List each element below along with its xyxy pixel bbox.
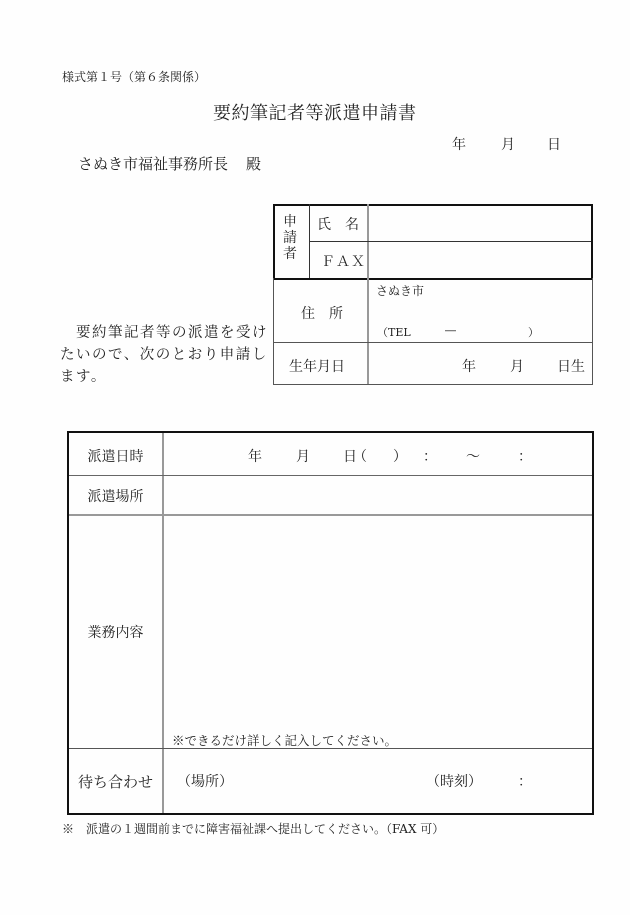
label-char: 請 [283, 230, 297, 246]
divider [367, 204, 369, 385]
tel-open: （TEL [377, 326, 411, 339]
meeting-place-label: （場所） [177, 774, 233, 790]
applicant-group-label [283, 214, 297, 262]
addressee-honorific: 殿 [246, 155, 262, 173]
content-input[interactable] [165, 517, 590, 727]
addressee-name: さぬき市福祉事務所長 [78, 155, 229, 173]
row-label-place: 派遣場所 [87, 489, 144, 505]
divider [69, 475, 592, 476]
fax-input[interactable] [371, 244, 587, 276]
intro-text: 要約筆記者等の派遣を受けたいので、次のとおり申請します。 [60, 325, 268, 385]
divider [69, 514, 592, 516]
dt-weekday: （ ） [353, 449, 413, 465]
meeting-time-label: （時刻） [426, 774, 482, 790]
addressee [78, 153, 261, 174]
applicant-table [273, 204, 593, 385]
divider [273, 342, 593, 343]
name-input[interactable] [371, 208, 587, 240]
divider [309, 241, 591, 242]
dispatch-table [67, 431, 594, 815]
date-year-label: 年 [452, 137, 466, 153]
place-input[interactable] [165, 477, 590, 513]
address-input[interactable] [371, 298, 589, 322]
dt-day: 日 [343, 449, 357, 465]
divider [273, 384, 593, 385]
footnote: ※ 派遣の１週間前までに障害福祉課へ提出してください。（FAX 可） [62, 822, 445, 836]
dt-year: 年 [248, 449, 262, 465]
dt-colon-start: ： [423, 449, 437, 465]
address-label: 住 所 [301, 306, 343, 322]
birth-day: 日生 [557, 359, 585, 375]
date-month-label: 月 [501, 137, 515, 153]
dt-tilde: ～ [466, 449, 480, 465]
birth-month: 月 [510, 359, 524, 375]
divider [273, 278, 274, 385]
content-note: ※できるだけ詳しく記入してください。 [172, 733, 398, 748]
dt-colon-end: ： [518, 449, 532, 465]
date-day-label: 日 [547, 137, 561, 153]
address-prefix: さぬき市 [376, 284, 425, 298]
row-label-datetime: 派遣日時 [87, 449, 144, 465]
fax-label: ＦＡＸ [321, 254, 366, 270]
name-label: 氏 名 [317, 217, 359, 233]
row-label-content: 業務内容 [87, 625, 144, 641]
meeting-colon: ： [518, 774, 532, 790]
label-char: 申 [283, 214, 297, 230]
page-title: 要約筆記者等派遣申請書 [213, 103, 417, 124]
dt-month: 月 [296, 449, 310, 465]
row-label-meeting: 待ち合わせ [77, 773, 153, 791]
label-char: 者 [283, 246, 297, 262]
form-number: 様式第１号（第６条関係） [62, 70, 207, 84]
divider [592, 278, 593, 385]
tel-dash: ― [445, 324, 456, 337]
divider [162, 433, 164, 813]
tel-close: ） [528, 326, 539, 339]
birth-year: 年 [462, 359, 476, 375]
birth-label: 生年月日 [289, 359, 345, 375]
